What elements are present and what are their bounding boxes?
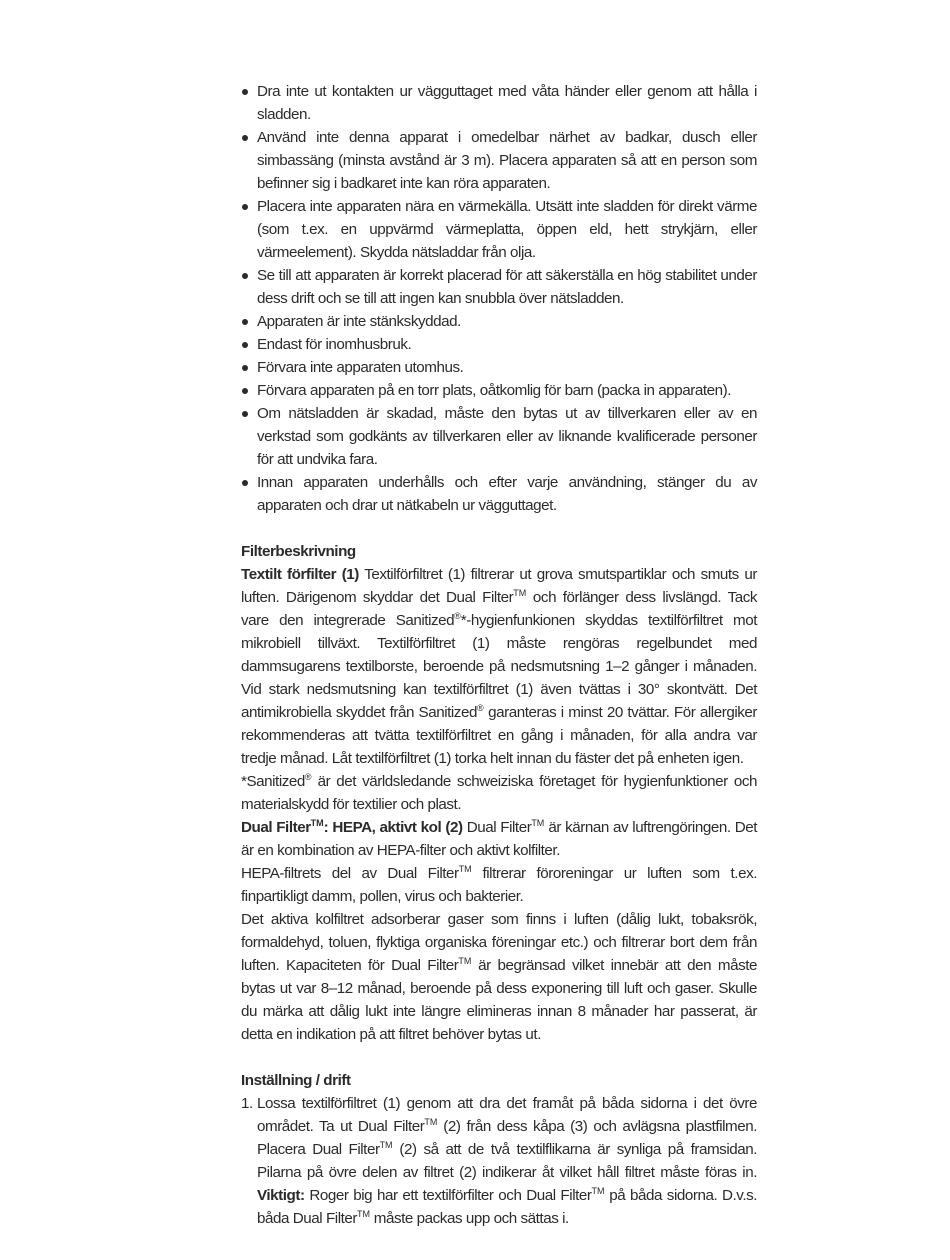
- safety-bullet: Dra inte ut kontakten ur vägguttaget med våta händer eller genom att hålla i sladden.: [241, 80, 757, 126]
- safety-bullet: Se till att apparaten är korrekt placerad för att säkerställa en hög stabilitet under dess drift och se till att ingen kan snubbla över nätsladden.: [241, 264, 757, 310]
- textile-prefilter-paragraph: Textilt förfilter (1) Textilförfiltret (1) filtrerar ut grova smutspartiklar och smuts ur luften. Därigenom skyddar det Dual Filter™ och förlänger dess livslängd. Tack vare den integrerade Sanitized®*-hygienfunkionen skyddas textilförfiltret mot mikrobiell tillväxt. Textilförfiltret (1) måste rengöras regelbundet med dammsugarens textilborste, beroende på nedsmutsning 1–2 gånger i månaden. Vid stark nedsmutsning kan textilförfiltret (1) även tvättas i 30° skontvätt. Det antimikrobiella skyddet från Sanitized® garanteras i minst 20 tvättar. För allergiker rekommenderas att tvätta textilförfiltret en gång i månaden, för alla andra var tredje månad. Låt textilförfiltret (1) torka helt innan du fäster det på enheten igen.: [241, 566, 757, 767]
- dual-filter-lead: Dual Filter™: HEPA, aktivt kol (2): [241, 817, 463, 836]
- safety-bullet-list: [241, 80, 757, 517]
- safety-bullet: Innan apparaten underhålls och efter varje användning, stänger du av apparaten och drar ut nätkabeln ur vägguttaget.: [241, 471, 757, 517]
- textile-prefilter-lead: Textilt förfilter (1): [241, 566, 359, 583]
- hepa-paragraph: HEPA-filtrets del av Dual Filter™ filtrerar föroreningar ur luften som t.ex. finpartikligt damm, pollen, virus och bakterier.: [241, 863, 757, 905]
- safety-bullet: Apparaten är inte stänkskyddad.: [241, 310, 757, 333]
- step-number: 1.: [241, 1095, 253, 1112]
- safety-bullet: Förvara apparaten på en torr plats, oåtkomlig för barn (packa in apparaten).: [241, 379, 757, 402]
- carbon-filter-paragraph: Det aktiva kolfiltret adsorberar gaser som finns i luften (dålig lukt, tobaksrök, formaldehyd, toluen, flyktiga organiska föreningar etc.) och filtrerar bort dem från luften. Kapaciteten för Dual Filter™ är begränsad vilket innebär att den måste bytas ut var 8–12 månad, beroende på dess exponering till luft och gaser. Skulle du märka att dålig lukt inte längre elimineras innan 8 månader har passerat, är detta en indikation på att filtret behöver bytas ut.: [241, 911, 757, 1043]
- safety-bullet: Endast för inomhusbruk.: [241, 333, 757, 356]
- safety-bullet: Om nätsladden är skadad, måste den bytas ut av tillverkaren eller av en verkstad som godkänts av tillverkaren eller av liknande kvalificerade personer för att undvika fara.: [241, 402, 757, 471]
- safety-bullet: Använd inte denna apparat i omedelbar närhet av badkar, dusch eller simbassäng (minsta avstånd är 3 m). Placera apparaten så att en person som befinner sig i badkaret inte kan röra apparaten.: [241, 126, 757, 195]
- sanitized-footnote: *Sanitized® är det världsledande schweiziska företaget för hygienfunktioner och materialskydd för textilier och plast.: [241, 771, 757, 813]
- safety-bullet: Förvara inte apparaten utomhus.: [241, 356, 757, 379]
- dual-filter-paragraph: Dual Filter™: HEPA, aktivt kol (2) Dual Filter™ är kärnan av luftrengöringen. Det är en kombination av HEPA-filter och aktivt kolfilter.: [241, 817, 758, 859]
- setup-step: 1. Lossa textilförfiltret (1) genom att dra det framåt på båda sidorna i det övre området. Ta ut Dual Filter™ (2) från dess kåpa (3) och avlägsna plastfilmen. Placera Dual Filter™ (2) så att de två textilflikarna är synliga på framsidan. Pilarna på övre delen av filtret (2) indikerar åt vilket håll filtret måste föras in. Viktigt: Roger big har ett textilförfilter och Dual Filter™ på båda sidorna. D.v.s. båda Dual Filter™ måste packas upp och sättas i.: [241, 1092, 757, 1230]
- filter-heading: Filterbeskrivning: [241, 543, 356, 560]
- manual-page: [241, 80, 757, 1230]
- safety-bullet: Placera inte apparaten nära en värmekälla. Utsätt inte sladden för direkt värme (som t.ex. en uppvärmd värmeplatta, öppen eld, hett strykjärn, eller värmeelement). Skydda nätsladdar från olja.: [241, 195, 757, 264]
- important-label: Viktigt:: [257, 1187, 305, 1204]
- setup-heading: Inställning / drift: [241, 1072, 351, 1089]
- setup-step-list: [241, 1092, 757, 1230]
